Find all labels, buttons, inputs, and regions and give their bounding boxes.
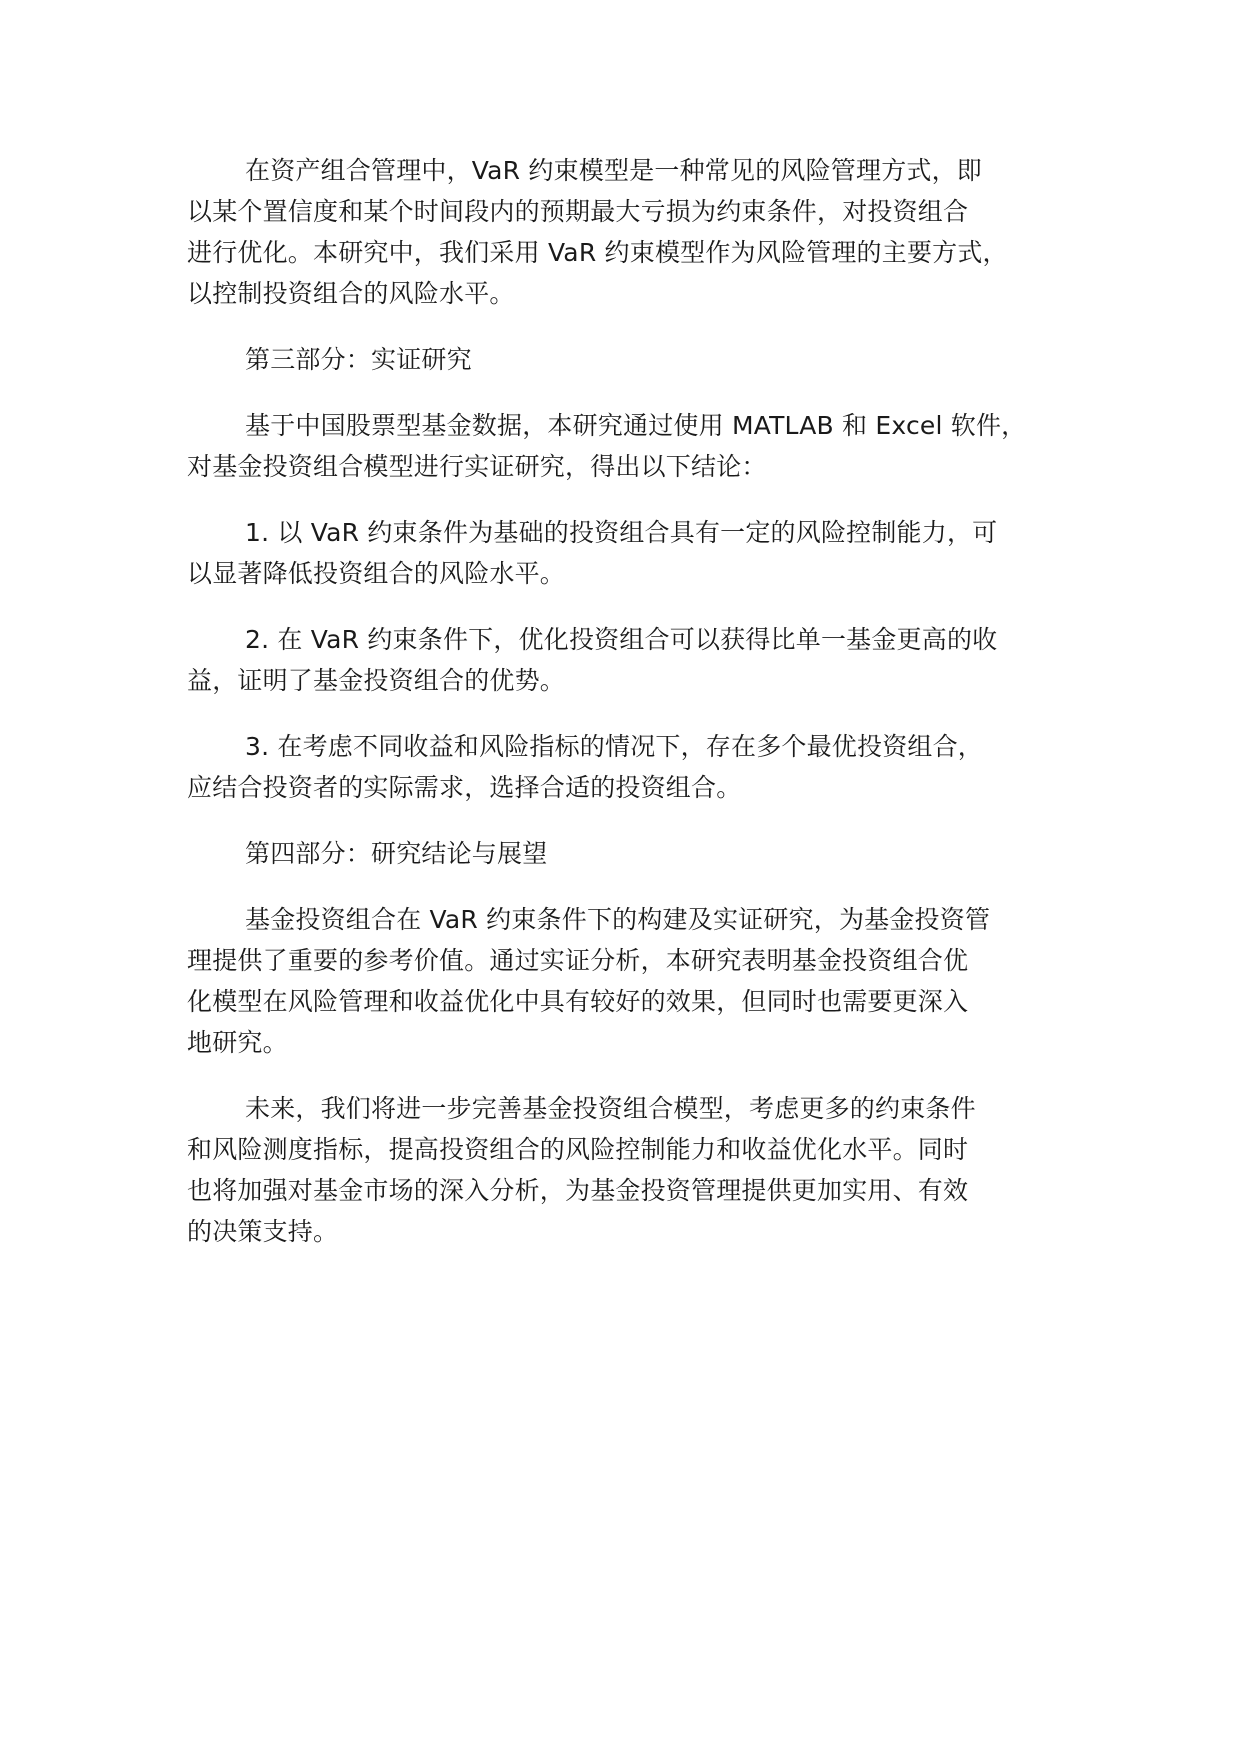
text-line: 以控制投资组合的风险水平。	[187, 279, 515, 308]
text-line: 化模型在风险管理和收益优化中具有较好的效果，但同时也需要更深入	[187, 987, 969, 1016]
paragraph-intro	[187, 150, 1087, 314]
text-line: 也将加强对基金市场的深入分析，为基金投资管理提供更加实用、有效	[187, 1176, 969, 1205]
text-line: 和风险测度指标，提高投资组合的风险控制能力和收益优化水平。同时	[187, 1135, 969, 1164]
text-line: 2. 在 VaR 约束条件下，优化投资组合可以获得比单一基金更高的收	[245, 625, 998, 654]
list-item-conclusion-3	[187, 726, 1087, 808]
heading-text: 第三部分：实证研究	[245, 345, 472, 374]
list-item-conclusion-2	[187, 619, 1087, 701]
paragraph-section3-body	[187, 405, 1087, 487]
text-line: 进行优化。本研究中，我们采用 VaR 约束模型作为风险管理的主要方式，	[187, 238, 1008, 267]
document-body	[187, 150, 1087, 1277]
list-item-conclusion-1	[187, 512, 1087, 594]
text-line: 对基金投资组合模型进行实证研究，得出以下结论：	[187, 452, 767, 481]
heading-text: 第四部分：研究结论与展望	[245, 839, 548, 868]
section-heading-4	[187, 833, 1087, 874]
text-line: 以某个置信度和某个时间段内的预期最大亏损为约束条件，对投资组合	[187, 197, 969, 226]
text-line: 以显著降低投资组合的风险水平。	[187, 559, 566, 588]
section-heading-3	[187, 339, 1087, 380]
text-line: 理提供了重要的参考价值。通过实证分析，本研究表明基金投资组合优	[187, 946, 969, 975]
text-line: 未来，我们将进一步完善基金投资组合模型，考虑更多的约束条件	[245, 1094, 976, 1123]
text-line: 在资产组合管理中，VaR 约束模型是一种常见的风险管理方式，即	[245, 156, 983, 185]
text-line: 3. 在考虑不同收益和风险指标的情况下，存在多个最优投资组合，	[245, 732, 984, 761]
text-line: 应结合投资者的实际需求，选择合适的投资组合。	[187, 773, 742, 802]
text-line: 基金投资组合在 VaR 约束条件下的构建及实证研究，为基金投资管	[245, 905, 991, 934]
text-line: 地研究。	[187, 1028, 288, 1057]
text-line: 1. 以 VaR 约束条件为基础的投资组合具有一定的风险控制能力，可	[245, 518, 998, 547]
paragraph-section4-body	[187, 899, 1087, 1063]
text-line: 基于中国股票型基金数据，本研究通过使用 MATLAB 和 Excel 软件，	[245, 411, 1027, 440]
paragraph-future	[187, 1088, 1087, 1252]
text-line: 的决策支持。	[187, 1217, 339, 1246]
text-line: 益，证明了基金投资组合的优势。	[187, 666, 566, 695]
